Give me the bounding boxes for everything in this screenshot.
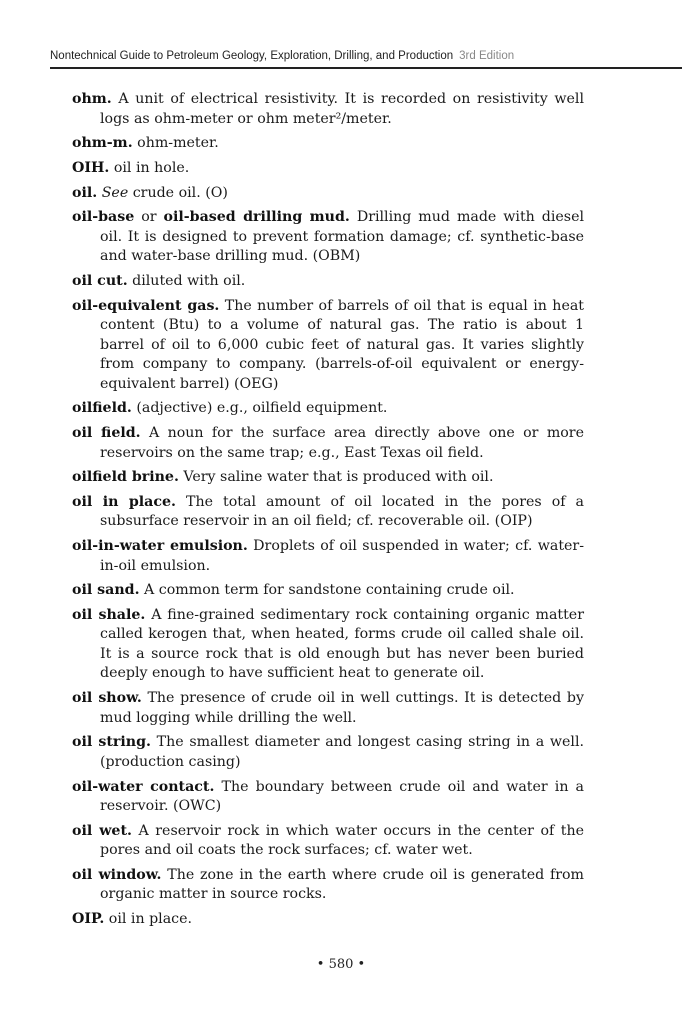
glossary-entry [72,537,584,576]
entry-text: ohm-meter. [132,135,219,152]
entry-term: oil in place. [72,493,176,510]
glossary-entry [72,581,584,601]
entry-term: OIH. [72,159,110,176]
running-header [50,47,682,69]
entry-text: Very saline water that is produced with oil. [178,469,494,486]
entry-term: oil show. [72,690,142,707]
glossary-entry [72,208,584,267]
entry-term: oil field. [72,425,141,441]
edition-label: 3rd Edition [459,50,515,62]
entry-term: oil-equivalent gas. [72,297,220,314]
entry-term: ohm. [72,91,112,107]
glossary-list [72,90,584,935]
entry-term: oil window. [72,866,162,883]
entry-term: oil cut. [72,272,128,289]
glossary-entry [72,778,584,817]
entry-text: A common term for sandstone containing crude oil. [139,582,515,599]
glossary-entry [72,272,584,292]
entry-text: Drilling mud made with diesel oil. It is designed to prevent formation damage; cf. synthetic-base and water-base drilling mud. (OBM) [100,209,585,265]
entry-term: oil-in-water emulsion. [72,538,248,555]
glossary-entry [72,468,584,488]
entry-text: The smallest diameter and longest casing string in a well. (production casing) [100,734,584,770]
entry-emphasis: See [101,184,129,201]
glossary-entry [72,424,584,463]
glossary-entry [72,689,584,728]
entry-text: A reservoir rock in which water occurs in the center of the pores and oil coats the rock surfaces; cf. water wet. [100,822,585,859]
glossary-entry [72,733,584,772]
entry-term: oilfield brine. [72,469,179,486]
glossary-entry [72,606,584,684]
entry-text: The boundary between crude oil and water in a reservoir. (OWC) [100,778,585,814]
entry-term: ohm-m. [72,135,133,152]
entry-text: diluted with oil. [127,272,246,289]
entry-term: oil. [72,184,98,201]
entry-term: oil sand. [72,582,140,599]
entry-term: OIP. [72,911,105,928]
entry-text: The zone in the earth where crude oil is generated from organic matter in source rocks. [100,866,584,903]
entry-term: oil string. [72,734,151,751]
glossary-entry [72,90,584,129]
entry-term: oil-based drilling mud. [163,209,350,226]
entry-text: (adjective) e.g., oilfield equipment. [131,400,388,417]
entry-text: Droplets of oil suspended in water; cf. water-in-oil emulsion. [100,538,584,574]
entry-text: crude oil. (O) [128,184,228,201]
entry-text: The number of barrels of oil that is equal in heat content (Btu) to a volume of natural gas. The ratio is about 1 barrel of oil to 6,000 cubic feet of natural gas. It varies slightly from company to company. (barrels-of-oil equivalent or energy-equivalent barrel) (OEG) [100,297,584,392]
entry-term: oil shale. [72,606,146,623]
entry-text: or [134,209,164,226]
entry-term: oil-base [72,209,135,226]
entry-text: oil in hole. [109,159,190,176]
glossary-entry [72,134,584,154]
glossary-entry [72,493,584,532]
glossary-entry [72,822,584,861]
entry-text: The total amount of oil located in the pores of a subsurface reservoir in an oil field; cf. recoverable oil. (OIP) [100,493,584,530]
glossary-entry [72,910,584,930]
glossary-entry [72,297,584,395]
entry-text: oil in place. [104,911,193,928]
entry-text: The presence of crude oil in well cuttings. It is detected by mud logging while drilling the well. [100,690,584,726]
glossary-entry [72,159,584,179]
book-title: Nontechnical Guide to Petroleum Geology, Exploration, Drilling, and Production [50,50,454,62]
entry-text: A unit of electrical resistivity. It is recorded on resistivity well logs as ohm-meter or ohm meter²/meter. [100,91,584,127]
glossary-entry [72,184,584,204]
entry-text: A fine-grained sedimentary rock containing organic matter called kerogen that, when heated, forms crude oil called shale oil. It is a source rock that is old enough but has never been buried deeply enough to have sufficient heat to generate oil. [100,606,584,682]
glossary-entry [72,399,584,419]
glossary-entry [72,866,584,905]
page-number: • 580 • [316,957,366,972]
entry-term: oilfield. [72,400,132,417]
entry-term: oil-water contact. [72,778,215,795]
entry-term: oil wet. [72,822,132,839]
entry-text: A noun for the surface area directly above one or more reservoirs on the same trap; e.g., East Texas oil field. [100,425,584,461]
